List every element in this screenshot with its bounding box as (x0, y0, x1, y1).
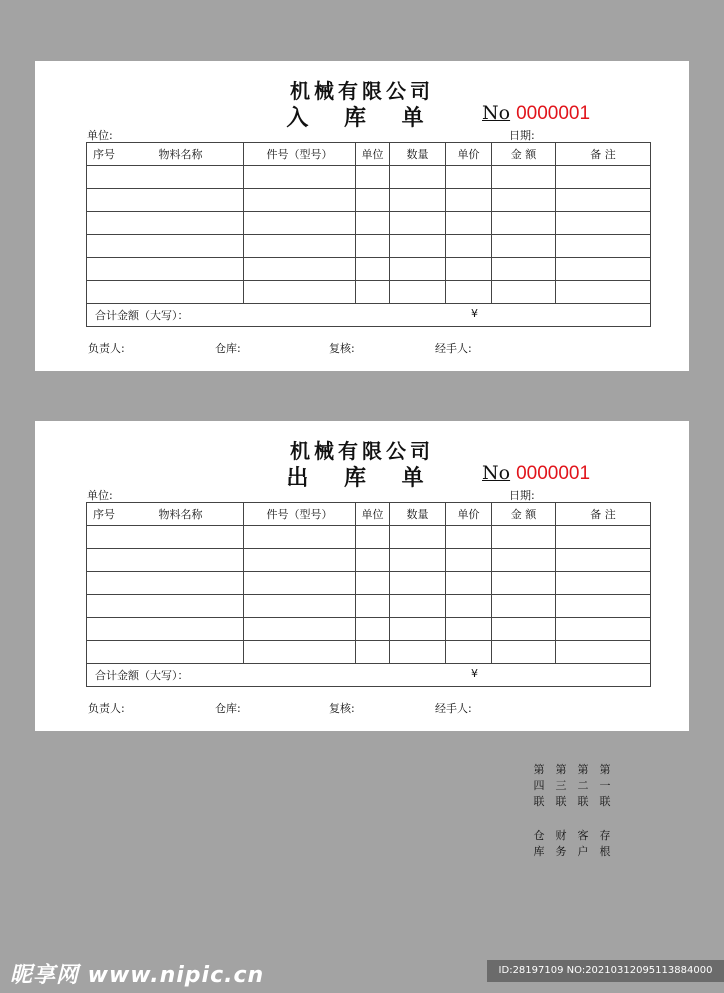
image-id-bar: ID:28197109 NO:20210312095113884000 (487, 960, 724, 982)
cell[interactable] (356, 258, 390, 281)
header-amount: 金 额 (492, 143, 556, 166)
cell[interactable] (446, 166, 492, 189)
receipt-form-out (35, 421, 689, 731)
serial-value: 0000001 (516, 463, 591, 484)
copy-label-1 (598, 762, 612, 860)
cell[interactable] (87, 595, 244, 618)
cell[interactable] (87, 549, 244, 572)
cell[interactable] (492, 618, 556, 641)
cell[interactable] (390, 618, 446, 641)
cell[interactable] (356, 281, 390, 304)
yen-symbol: ¥ (471, 667, 478, 680)
cell[interactable] (244, 549, 356, 572)
table-row (87, 526, 651, 549)
cell[interactable] (87, 281, 244, 304)
items-table (86, 142, 651, 327)
cell[interactable] (356, 641, 390, 664)
cell[interactable] (356, 549, 390, 572)
cell[interactable] (356, 572, 390, 595)
cell[interactable] (390, 212, 446, 235)
cell[interactable] (87, 641, 244, 664)
cell[interactable] (492, 258, 556, 281)
date-label: 日期: (509, 129, 535, 142)
sign-responsible: 负责人: (88, 342, 125, 355)
header-seq: 序号 (93, 508, 115, 521)
copy-label-bottom: 仓 库 (533, 829, 545, 858)
cell[interactable] (390, 189, 446, 212)
table-row (87, 618, 651, 641)
cell[interactable] (244, 572, 356, 595)
cell[interactable] (244, 618, 356, 641)
cell[interactable] (556, 618, 651, 641)
items-table (86, 502, 651, 687)
header-price: 单价 (446, 503, 492, 526)
cell[interactable] (446, 189, 492, 212)
copy-label-top: 第 四 联 (533, 763, 545, 808)
sign-handler: 经手人: (435, 702, 472, 715)
cell[interactable] (87, 526, 244, 549)
cell[interactable] (356, 526, 390, 549)
cell[interactable] (87, 618, 244, 641)
header-remark: 备 注 (556, 503, 651, 526)
cell[interactable] (492, 572, 556, 595)
table-row (87, 212, 651, 235)
cell[interactable] (87, 212, 244, 235)
sign-warehouse: 仓库: (215, 342, 241, 355)
serial-label: No (482, 102, 511, 124)
copy-label-bottom: 客 户 (577, 829, 589, 858)
cell[interactable] (390, 641, 446, 664)
cell[interactable] (390, 281, 446, 304)
cell[interactable] (556, 549, 651, 572)
cell[interactable] (492, 526, 556, 549)
cell[interactable] (492, 166, 556, 189)
header-part-no: 件号（型号） (244, 503, 356, 526)
cell[interactable] (492, 641, 556, 664)
cell[interactable] (244, 526, 356, 549)
cell[interactable] (87, 258, 244, 281)
receipt-form-in (35, 61, 689, 371)
cell[interactable] (390, 572, 446, 595)
cell[interactable] (556, 258, 651, 281)
cell[interactable] (244, 212, 356, 235)
cell[interactable] (446, 526, 492, 549)
serial-number (482, 462, 590, 485)
cell[interactable] (492, 212, 556, 235)
cell[interactable] (492, 281, 556, 304)
sign-responsible: 负责人: (88, 702, 125, 715)
total-cell[interactable] (87, 304, 651, 327)
sign-review: 复核: (329, 702, 355, 715)
serial-number (482, 102, 590, 125)
cell[interactable] (446, 595, 492, 618)
cell[interactable] (446, 549, 492, 572)
table-header-row (87, 503, 651, 526)
copy-label-2 (576, 762, 590, 860)
cell[interactable] (556, 166, 651, 189)
table-row (87, 641, 651, 664)
cell[interactable] (556, 235, 651, 258)
cell[interactable] (390, 258, 446, 281)
cell[interactable] (390, 526, 446, 549)
cell[interactable] (446, 641, 492, 664)
header-price: 单价 (446, 143, 492, 166)
copy-label-top: 第 二 联 (577, 763, 589, 808)
cell[interactable] (356, 189, 390, 212)
table-row (87, 549, 651, 572)
cell[interactable] (492, 595, 556, 618)
total-label: 合计金额（大写）： (95, 669, 189, 682)
cell[interactable] (356, 212, 390, 235)
cell[interactable] (446, 212, 492, 235)
site-watermark: 昵享网 www.nipic.cn (10, 963, 265, 988)
yen-symbol: ¥ (471, 307, 478, 320)
cell[interactable] (356, 618, 390, 641)
total-row (87, 304, 651, 327)
header-qty: 数量 (390, 143, 446, 166)
cell[interactable] (390, 166, 446, 189)
table-row (87, 235, 651, 258)
cell[interactable] (244, 258, 356, 281)
form-title: 出 库 单 (286, 465, 438, 491)
cell[interactable] (356, 166, 390, 189)
header-seq-name (87, 503, 244, 526)
cell[interactable] (390, 235, 446, 258)
serial-label: No (482, 462, 511, 484)
company-name: 机械有限公司 (290, 79, 434, 103)
copy-label-top: 第 三 联 (555, 763, 567, 808)
total-cell[interactable] (87, 664, 651, 687)
cell[interactable] (244, 189, 356, 212)
table-row (87, 281, 651, 304)
cell[interactable] (390, 549, 446, 572)
header-seq-name (87, 143, 244, 166)
cell[interactable] (390, 595, 446, 618)
table-row (87, 572, 651, 595)
cell[interactable] (556, 526, 651, 549)
header-remark: 备 注 (556, 143, 651, 166)
copy-label-3 (554, 762, 568, 860)
header-qty: 数量 (390, 503, 446, 526)
header-seq: 序号 (93, 148, 115, 161)
header-unit: 单位 (356, 143, 390, 166)
date-label: 日期: (509, 489, 535, 502)
header-unit: 单位 (356, 503, 390, 526)
unit-label: 单位: (87, 489, 113, 502)
cell[interactable] (87, 572, 244, 595)
copy-label-4 (532, 762, 546, 860)
header-material: 物料名称 (158, 148, 203, 161)
cell[interactable] (556, 212, 651, 235)
header-part-no: 件号（型号） (244, 143, 356, 166)
cell[interactable] (244, 595, 356, 618)
cell[interactable] (244, 641, 356, 664)
cell[interactable] (492, 549, 556, 572)
cell[interactable] (556, 641, 651, 664)
table-header-row (87, 143, 651, 166)
company-name: 机械有限公司 (290, 439, 434, 463)
sign-review: 复核: (329, 342, 355, 355)
cell[interactable] (244, 281, 356, 304)
cell[interactable] (356, 235, 390, 258)
cell[interactable] (446, 281, 492, 304)
cell[interactable] (556, 595, 651, 618)
cell[interactable] (244, 235, 356, 258)
header-amount: 金 额 (492, 503, 556, 526)
cell[interactable] (492, 235, 556, 258)
cell[interactable] (556, 189, 651, 212)
header-material: 物料名称 (158, 508, 203, 521)
cell[interactable] (446, 618, 492, 641)
cell[interactable] (446, 572, 492, 595)
total-row (87, 664, 651, 687)
cell[interactable] (87, 189, 244, 212)
cell[interactable] (556, 572, 651, 595)
cell[interactable] (87, 166, 244, 189)
table-row (87, 166, 651, 189)
table-row (87, 189, 651, 212)
sign-warehouse: 仓库: (215, 702, 241, 715)
cell[interactable] (356, 595, 390, 618)
serial-value: 0000001 (516, 103, 591, 124)
form-title: 入 库 单 (286, 105, 438, 131)
copy-label-bottom: 存 根 (599, 829, 611, 858)
cell[interactable] (87, 235, 244, 258)
copy-label-bottom: 财 务 (555, 829, 567, 858)
table-row (87, 258, 651, 281)
table-row (87, 595, 651, 618)
cell[interactable] (446, 235, 492, 258)
cell[interactable] (492, 189, 556, 212)
sign-handler: 经手人: (435, 342, 472, 355)
copy-label-top: 第 一 联 (599, 763, 611, 808)
cell[interactable] (244, 166, 356, 189)
cell[interactable] (446, 258, 492, 281)
total-label: 合计金额（大写）： (95, 309, 189, 322)
unit-label: 单位: (87, 129, 113, 142)
cell[interactable] (556, 281, 651, 304)
